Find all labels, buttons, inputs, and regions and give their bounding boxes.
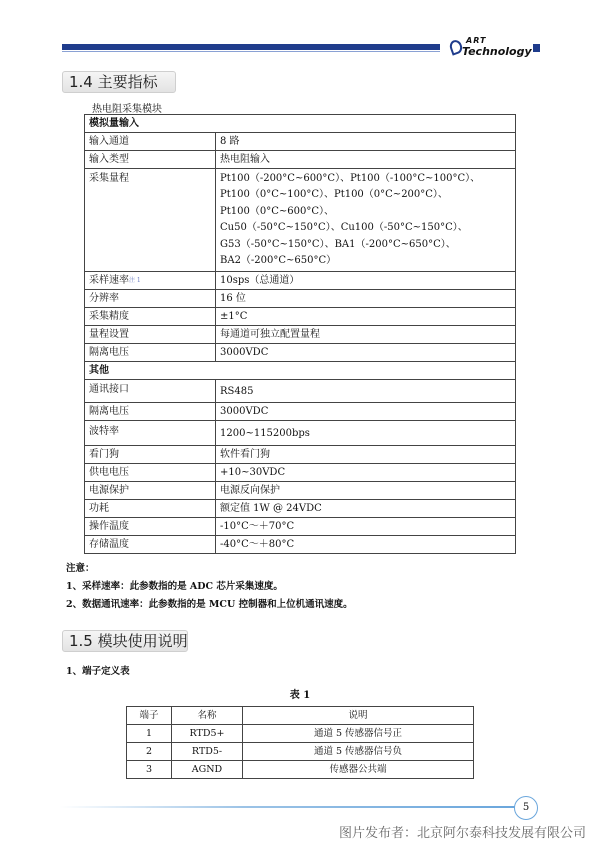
table-row: 隔离电压 3000VDC bbox=[85, 344, 516, 362]
table-row: 输入类型 热电阻输入 bbox=[85, 151, 516, 169]
table-row: 采集精度 ±1°C bbox=[85, 308, 516, 326]
logo-text-2: Technology bbox=[462, 45, 532, 58]
table-row: 3 AGND 传感器公共端 bbox=[127, 761, 474, 779]
terminal-table bbox=[126, 706, 474, 779]
table-row: 波特率 1200~115200bps bbox=[85, 421, 516, 446]
company-logo bbox=[450, 38, 540, 58]
table-1-caption: 表 1 bbox=[289, 690, 311, 701]
table-row-range: 采集量程 Pt100（-200°C~600°C）、Pt100（-100°C~100°C）、 Pt100（0°C~100°C）、Pt100（0°C~200°C）、 Pt100（0°C~600°C）、 Cu50（-50°C~150°C）、Cu100（-50°C~150°C）、 G53（-50°C~150°C）、BA1（-200°C~650°C）、 BA2（-200°C~650°C） bbox=[85, 169, 516, 272]
table-row: 2 RTD5- 通道 5 传感器信号负 bbox=[127, 743, 474, 761]
table-header-row: 端子 名称 说明 bbox=[127, 707, 474, 725]
table-row: 操作温度 -10°C～＋70°C bbox=[85, 518, 516, 536]
logo-text-1: ART bbox=[466, 36, 487, 45]
notes-title: 注意： bbox=[66, 563, 95, 574]
section-title-1-5: 1.5 模块使用说明 bbox=[62, 630, 188, 652]
other-header: 其他 bbox=[85, 362, 516, 380]
table-row: 1 RTD5+ 通道 5 传感器信号正 bbox=[127, 725, 474, 743]
table-row: 分辨率 16 位 bbox=[85, 290, 516, 308]
table-caption-module: 热电阻采集模块 bbox=[92, 104, 162, 115]
notes-block bbox=[66, 560, 353, 614]
table-row: 量程设置 每通道可独立配置量程 bbox=[85, 326, 516, 344]
header-bar-thin bbox=[62, 51, 440, 52]
range-values: Pt100（-200°C~600°C）、Pt100（-100°C~100°C）、 Pt100（0°C~100°C）、Pt100（0°C~200°C）、 Pt100（0°C~600°C）、 Cu50（-50°C~150°C）、Cu100（-50°C~150°C）、 G53（-50°C~150°C）、BA1（-200°C~650°C）、 BA2（-200°C~650°C） bbox=[216, 169, 516, 272]
header-square bbox=[533, 44, 540, 52]
section-title-1-4: 1.4 主要指标 bbox=[62, 71, 176, 93]
table-row: 输入通道 8 路 bbox=[85, 133, 516, 151]
table-row: 存储温度 -40°C～＋80°C bbox=[85, 536, 516, 554]
table-row: 采样速率注 1 10sps（总通道） bbox=[85, 272, 516, 290]
table-row: 看门狗 软件看门狗 bbox=[85, 446, 516, 464]
footer-line bbox=[60, 806, 518, 808]
analog-header: 模拟量输入 bbox=[85, 115, 516, 133]
page-number: 5 bbox=[514, 796, 538, 820]
header-bar bbox=[62, 44, 440, 50]
table-row: 功耗 额定值 1W @ 24VDC bbox=[85, 500, 516, 518]
terminal-subtitle: 1、端子定义表 bbox=[66, 666, 130, 677]
table-row: 隔离电压 3000VDC bbox=[85, 403, 516, 421]
table-row: 通讯接口 RS485 bbox=[85, 380, 516, 403]
spec-table bbox=[84, 114, 516, 554]
table-row: 供电电压 +10~30VDC bbox=[85, 464, 516, 482]
table-row: 电源保护 电源反向保护 bbox=[85, 482, 516, 500]
note-2: 2、数据通讯速率：此参数指的是 MCU 控制器和上位机通讯速度。 bbox=[66, 599, 353, 610]
publisher-credit: 图片发布者：北京阿尔泰科技发展有限公司 bbox=[338, 826, 586, 841]
note-1: 1、采样速率：此参数指的是 ADC 芯片采集速度。 bbox=[66, 581, 283, 592]
note-ref: 注 1 bbox=[129, 277, 141, 285]
